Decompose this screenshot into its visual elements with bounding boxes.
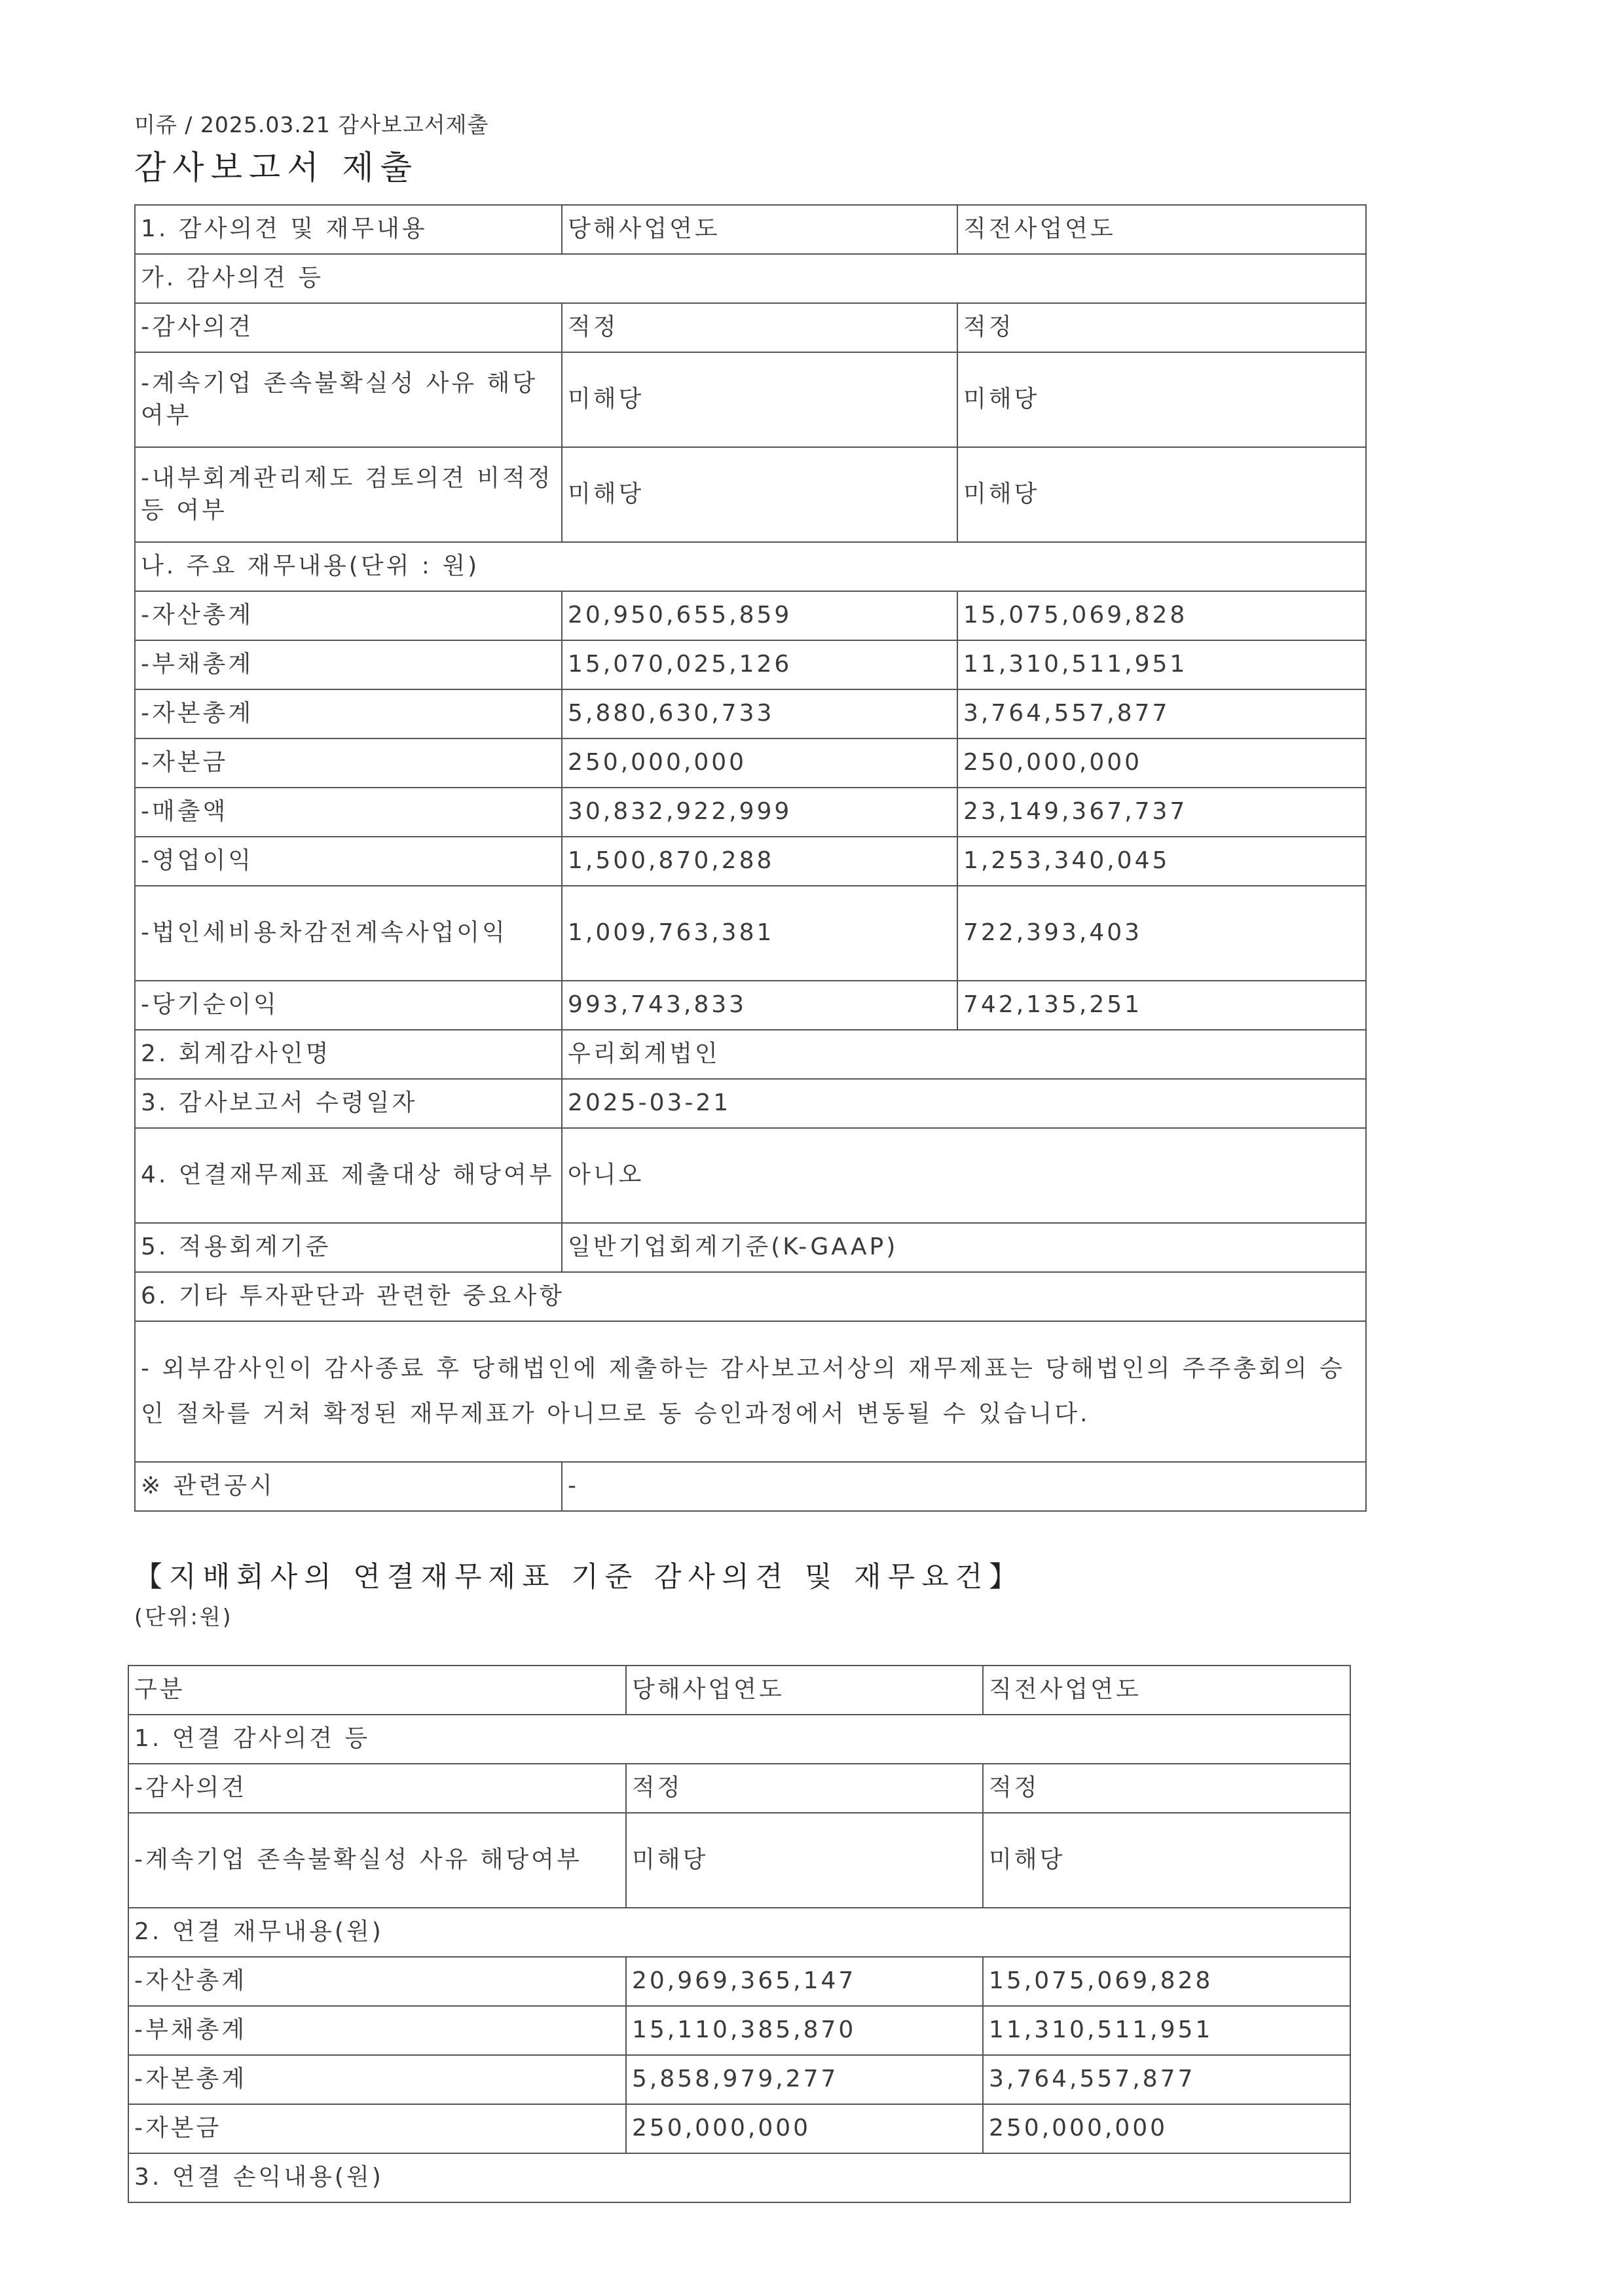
prior-value: 250,000,000	[957, 738, 1366, 788]
table-header-row	[128, 1666, 1350, 1715]
section-label: 6. 기타 투자판단과 관련한 중요사항	[135, 1272, 1366, 1321]
current-value: 15,070,025,126	[562, 640, 957, 689]
filing-meta: 미쥬 / 2025.03.21 감사보고서제출	[134, 112, 489, 137]
current-value: 5,858,979,277	[626, 2055, 983, 2104]
prior-value: 250,000,000	[983, 2104, 1350, 2153]
note-row	[135, 1321, 1366, 1462]
current-value: 미해당	[562, 447, 957, 542]
prior-value: 적정	[983, 1764, 1350, 1813]
section-label: 3. 연결 손익내용(원)	[128, 2153, 1350, 2202]
table-row	[135, 738, 1366, 788]
consolidated-flag: 아니오	[562, 1128, 1366, 1223]
header-cell: 1. 감사의견 및 재무내용	[135, 205, 562, 254]
info-row	[135, 1128, 1366, 1223]
row-label: -영업이익	[135, 837, 562, 886]
current-value: 1,009,763,381	[562, 886, 957, 981]
row-label: -내부회계관리제도 검토의견 비적정 등 여부	[135, 447, 562, 542]
section-label: 1. 연결 감사의견 등	[128, 1715, 1350, 1764]
row-label: -계속기업 존속불확실성 사유 해당여부	[128, 1813, 626, 1908]
prior-value: 11,310,511,951	[957, 640, 1366, 689]
table-row	[135, 837, 1366, 886]
row-label: -당기순이익	[135, 981, 562, 1030]
document-header	[134, 108, 489, 189]
row-label: -법인세비용차감전계속사업이익	[135, 886, 562, 981]
row-label: -부채총계	[128, 2006, 626, 2055]
current-value: 5,880,630,733	[562, 689, 957, 738]
table-row	[135, 788, 1366, 837]
prior-value: 23,149,367,737	[957, 788, 1366, 837]
auditor-name: 우리회계법인	[562, 1030, 1366, 1079]
current-value: 250,000,000	[626, 2104, 983, 2153]
table-row	[135, 689, 1366, 738]
prior-value: 15,075,069,828	[957, 591, 1366, 640]
section-title: 【지배회사의 연결재무제표 기준 감사의견 및 재무요건】	[134, 1561, 1024, 1594]
related-disclosure-row	[135, 1462, 1366, 1511]
current-value: 미해당	[626, 1813, 983, 1908]
row-label: -자산총계	[128, 1957, 626, 2006]
row-label: 3. 감사보고서 수령일자	[135, 1079, 562, 1128]
prior-value: 미해당	[957, 447, 1366, 542]
row-label: -감사의견	[135, 303, 562, 352]
section-label: 2. 연결 재무내용(원)	[128, 1908, 1350, 1957]
table-row	[128, 2055, 1350, 2104]
prior-value: 15,075,069,828	[983, 1957, 1350, 2006]
section-label: 나. 주요 재무내용(단위 : 원)	[135, 542, 1366, 591]
table-row	[128, 1957, 1350, 2006]
row-label: -자본총계	[128, 2055, 626, 2104]
prior-value: 3,764,557,877	[983, 2055, 1350, 2104]
row-label: 4. 연결재무제표 제출대상 해당여부	[135, 1128, 562, 1223]
info-row	[135, 1079, 1366, 1128]
related-value: -	[562, 1462, 1366, 1511]
row-label: -부채총계	[135, 640, 562, 689]
prior-value: 722,393,403	[957, 886, 1366, 981]
info-row	[135, 1030, 1366, 1079]
table-row	[135, 640, 1366, 689]
row-label: -자본금	[135, 738, 562, 788]
prior-value: 미해당	[957, 352, 1366, 447]
table-row	[135, 886, 1366, 981]
current-value: 993,743,833	[562, 981, 957, 1030]
prior-value: 미해당	[983, 1813, 1350, 1908]
table-row	[135, 352, 1366, 447]
current-value: 1,500,870,288	[562, 837, 957, 886]
section-row	[128, 1908, 1350, 1957]
accounting-standard: 일반기업회계기준(K-GAAP)	[562, 1223, 1366, 1272]
unit-label: (단위:원)	[134, 1604, 233, 1630]
page-title: 감사보고서 제출	[134, 149, 418, 187]
header-cell: 당해사업연도	[626, 1666, 983, 1715]
header-cell: 직전사업연도	[983, 1666, 1350, 1715]
section-row	[128, 2153, 1350, 2202]
info-row	[135, 1223, 1366, 1272]
current-value: 15,110,385,870	[626, 2006, 983, 2055]
prior-value: 1,253,340,045	[957, 837, 1366, 886]
header-cell: 당해사업연도	[562, 205, 957, 254]
table-row	[128, 1764, 1350, 1813]
current-value: 30,832,922,999	[562, 788, 957, 837]
section-row	[128, 1715, 1350, 1764]
row-label: -자산총계	[135, 591, 562, 640]
table-row	[128, 2006, 1350, 2055]
row-label: -매출액	[135, 788, 562, 837]
prior-value: 적정	[957, 303, 1366, 352]
current-value: 적정	[562, 303, 957, 352]
row-label: -자본금	[128, 2104, 626, 2153]
current-value: 250,000,000	[562, 738, 957, 788]
row-label: -자본총계	[135, 689, 562, 738]
consolidated-table	[128, 1665, 1351, 2203]
header-cell: 구분	[128, 1666, 626, 1715]
prior-value: 11,310,511,951	[983, 2006, 1350, 2055]
table-row	[135, 981, 1366, 1030]
row-label: 2. 회계감사인명	[135, 1030, 562, 1079]
section-row	[135, 254, 1366, 303]
header-cell: 직전사업연도	[957, 205, 1366, 254]
section-label: 가. 감사의견 등	[135, 254, 1366, 303]
table-row	[135, 447, 1366, 542]
table-row	[128, 1813, 1350, 1908]
current-value: 20,950,655,859	[562, 591, 957, 640]
consolidated-section-header	[134, 1555, 1024, 1631]
row-label: ※ 관련공시	[135, 1462, 562, 1511]
row-label: -감사의견	[128, 1764, 626, 1813]
note-text: - 외부감사인이 감사종료 후 당해법인에 제출하는 감사보고서상의 재무제표는 당해법인의 주주총회의 승인 절차를 거쳐 확정된 재무제표가 아니므로 동 승인과정에서 변동될 수 있습니다.	[135, 1321, 1366, 1462]
table-row	[135, 303, 1366, 352]
table-row	[128, 2104, 1350, 2153]
row-label: -계속기업 존속불확실성 사유 해당여부	[135, 352, 562, 447]
audit-summary-table	[134, 204, 1367, 1512]
table-row	[135, 591, 1366, 640]
row-label: 5. 적용회계기준	[135, 1223, 562, 1272]
table-header-row	[135, 205, 1366, 254]
receipt-date: 2025-03-21	[562, 1079, 1366, 1128]
prior-value: 742,135,251	[957, 981, 1366, 1030]
current-value: 미해당	[562, 352, 957, 447]
section-row	[135, 1272, 1366, 1321]
current-value: 20,969,365,147	[626, 1957, 983, 2006]
prior-value: 3,764,557,877	[957, 689, 1366, 738]
current-value: 적정	[626, 1764, 983, 1813]
section-row	[135, 542, 1366, 591]
